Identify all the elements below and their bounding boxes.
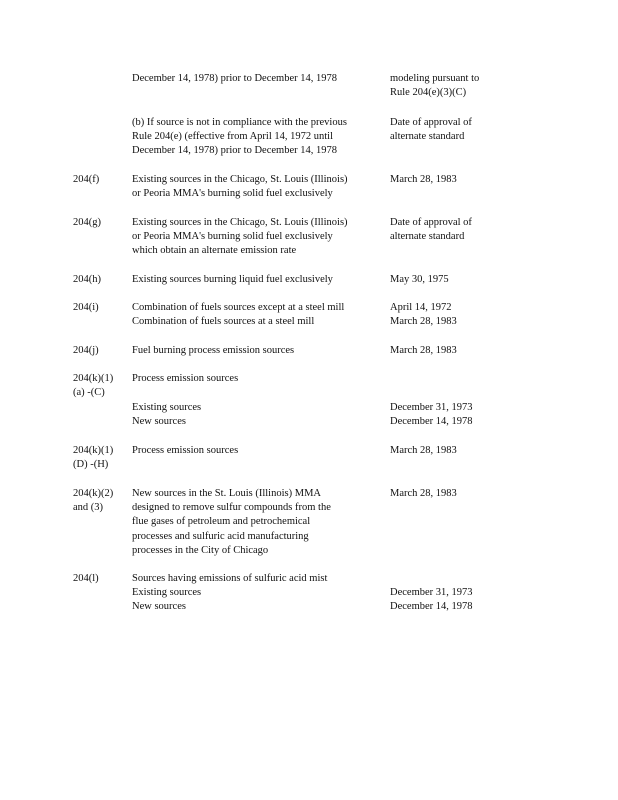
description-cell <box>132 301 387 329</box>
rule-number-cell <box>73 487 131 515</box>
description-cell <box>132 72 387 86</box>
rule-number-cell <box>73 301 131 315</box>
effective-date-cell <box>390 344 550 358</box>
effective-date-cell <box>390 487 550 501</box>
date-line: March 28, 1983 <box>390 445 457 456</box>
description-line: Process emission sources <box>132 445 239 456</box>
description-line: Existing sources in the Chicago, St. Louis (Illinois) <box>132 217 348 228</box>
date-line: May 30, 1975 <box>390 274 449 285</box>
description-line: Existing sources <box>132 587 202 599</box>
description-line: New sources <box>132 601 186 613</box>
date-line: Date of approval of <box>390 117 472 128</box>
rule-number: and (3) <box>73 502 104 514</box>
description-line: flue gases of petroleum and petrochemical <box>132 516 311 528</box>
date-line: March 28, 1983 <box>390 488 457 499</box>
rule-number: 204(l) <box>73 573 99 584</box>
description-line: Process emission sources <box>132 373 239 384</box>
rule-number: 204(j) <box>73 345 99 356</box>
effective-date-cell <box>390 72 550 100</box>
date-line: December 31, 1973 <box>390 402 473 413</box>
date-line: March 28, 1983 <box>390 345 457 356</box>
date-line: Date of approval of <box>390 217 472 228</box>
rule-number-cell <box>73 273 131 287</box>
date-line: modeling pursuant to <box>390 73 480 84</box>
description-line: Rule 204(e) (effective from April 14, 1972 until <box>132 131 334 143</box>
description-cell <box>132 273 387 287</box>
description-line: Combination of fuels sources at a steel mill <box>132 316 315 328</box>
effective-date-cell <box>390 273 550 287</box>
date-line: Rule 204(e)(3)(C) <box>390 87 467 99</box>
date-line: March 28, 1983 <box>390 316 457 328</box>
description-cell <box>132 173 387 201</box>
description-line: designed to remove sulfur compounds from the <box>132 502 331 514</box>
description-line: December 14, 1978) prior to December 14, 1978 <box>132 145 337 157</box>
rule-number-cell <box>73 173 131 187</box>
effective-date-cell <box>390 116 550 144</box>
date-line: December 14, 1978 <box>390 601 473 613</box>
rule-number-cell <box>73 344 131 358</box>
date-line: December 14, 1978 <box>390 416 473 428</box>
rule-number: 204(k)(1) <box>73 445 114 456</box>
rule-number-cell <box>73 216 131 230</box>
effective-date-cell <box>390 301 550 329</box>
date-line: April 14, 1972 <box>390 302 452 313</box>
description-line: New sources <box>132 416 186 428</box>
date-line: alternate standard <box>390 231 465 243</box>
description-line: Existing sources <box>132 402 202 413</box>
description-line: New sources in the St. Louis (Illinois) MMA <box>132 488 321 499</box>
rule-number: (a) -(C) <box>73 387 105 399</box>
description-line: processes and sulfuric acid manufacturing <box>132 530 309 542</box>
rule-number-cell <box>73 572 131 586</box>
description-cell <box>132 344 387 358</box>
description-line: or Peoria MMA's burning solid fuel exclusively <box>132 231 333 243</box>
description-line: Fuel burning process emission sources <box>132 345 295 356</box>
rule-number: 204(i) <box>73 302 99 313</box>
description-line: Sources having emissions of sulfuric acid mist <box>132 573 328 584</box>
description-line: December 14, 1978) prior to December 14, 1978 <box>132 73 337 84</box>
description-cell <box>132 572 387 615</box>
rule-number: 204(h) <box>73 274 101 285</box>
effective-date-cell <box>390 401 550 429</box>
description-cell <box>132 116 387 159</box>
effective-date-cell <box>390 444 550 458</box>
rule-number: 204(f) <box>73 174 100 185</box>
effective-date-cell <box>390 216 550 244</box>
effective-date-cell <box>390 572 550 615</box>
date-line: December 31, 1973 <box>390 587 473 599</box>
description-cell <box>132 401 387 429</box>
rule-number: 204(k)(2) <box>73 488 114 499</box>
description-cell <box>132 372 387 386</box>
description-line: Combination of fuels sources except at a steel mill <box>132 302 345 313</box>
description-line: processes in the City of Chicago <box>132 544 269 556</box>
date-line: alternate standard <box>390 131 465 143</box>
rule-number: 204(g) <box>73 217 101 228</box>
description-cell <box>132 216 387 259</box>
description-line: or Peoria MMA's burning solid fuel exclusively <box>132 188 333 200</box>
description-line: (b) If source is not in compliance with the previous <box>132 117 347 128</box>
date-line <box>390 572 550 586</box>
description-line: Existing sources burning liquid fuel exclusively <box>132 274 333 285</box>
rule-number-cell <box>73 444 131 472</box>
rule-number-cell <box>73 372 131 400</box>
date-line: March 28, 1983 <box>390 174 457 185</box>
description-line: Existing sources in the Chicago, St. Louis (Illinois) <box>132 174 348 185</box>
description-line: which obtain an alternate emission rate <box>132 245 297 257</box>
description-cell <box>132 487 387 558</box>
rule-number: 204(k)(1) <box>73 373 114 384</box>
effective-date-cell <box>390 173 550 187</box>
rule-number: (D) -(H) <box>73 459 109 471</box>
description-cell <box>132 444 387 458</box>
